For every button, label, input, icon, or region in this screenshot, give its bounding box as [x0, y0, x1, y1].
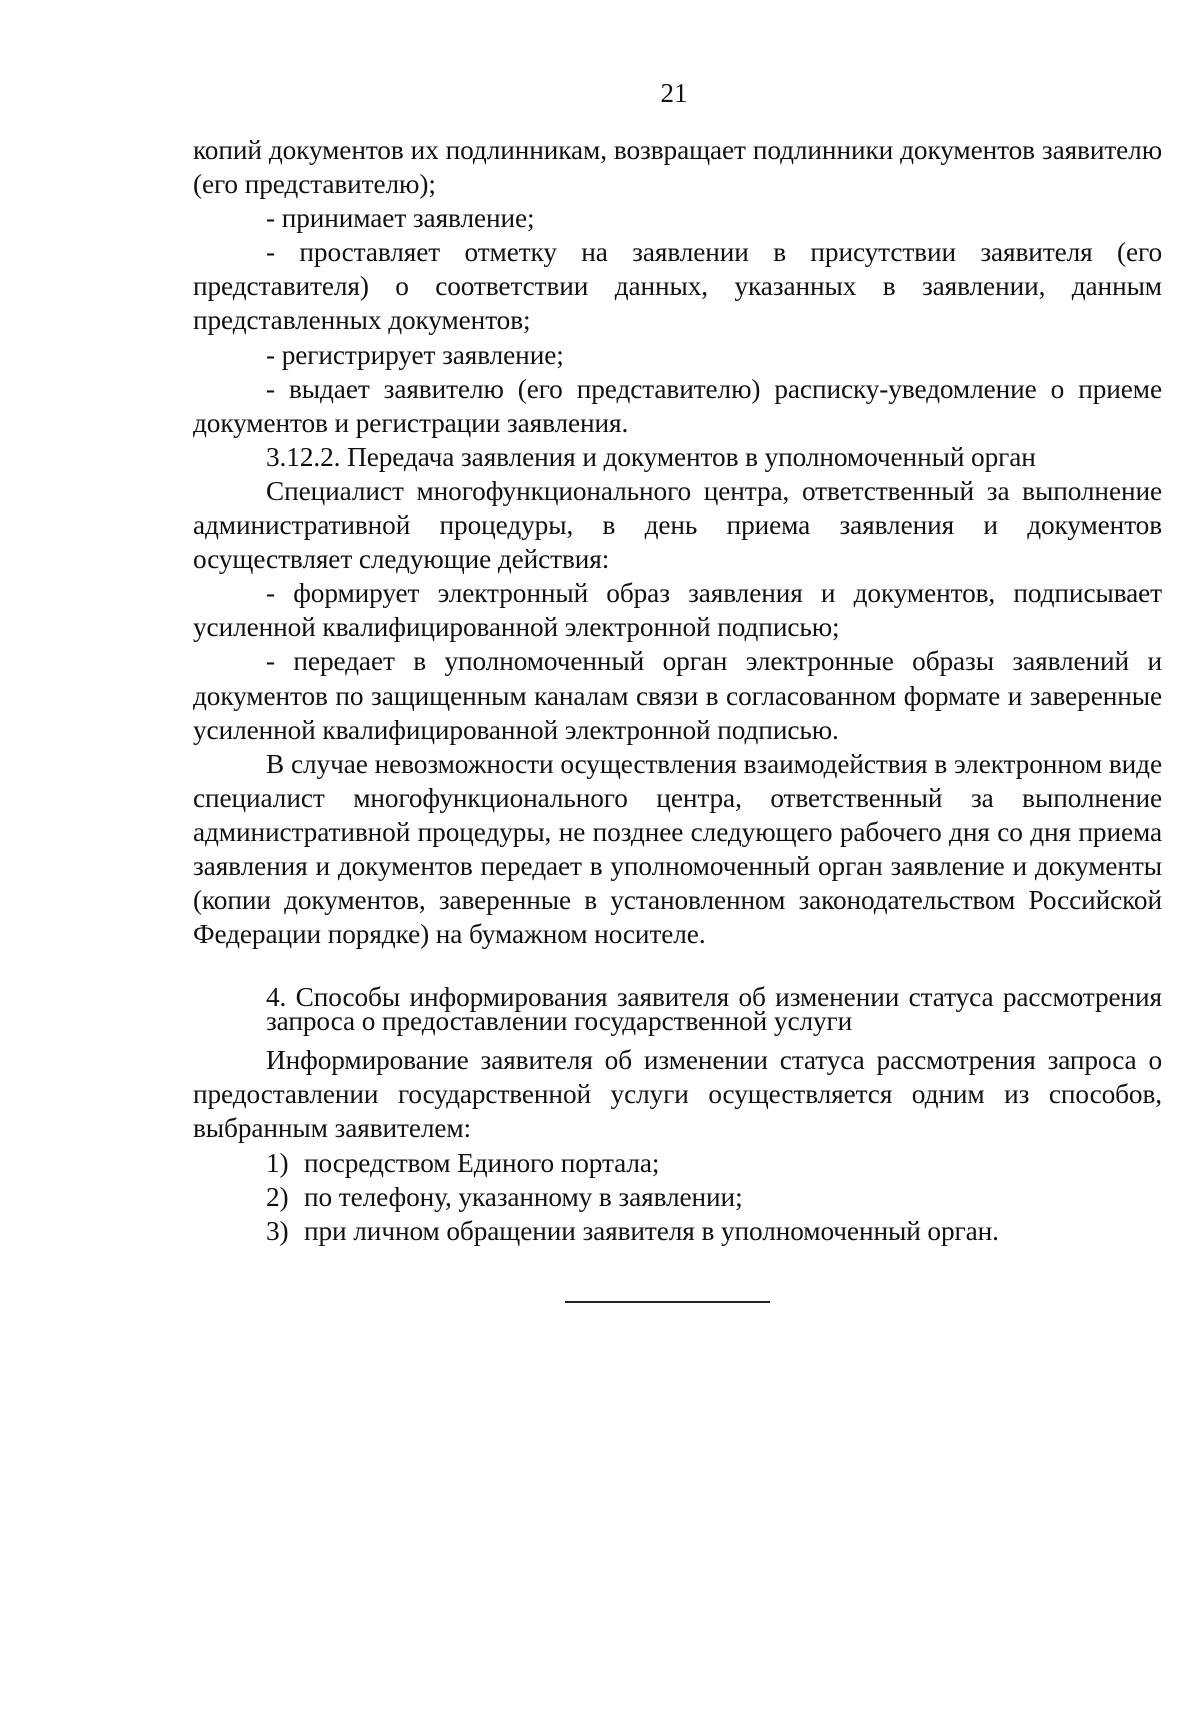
list-number: 2): [266, 1181, 289, 1212]
list-item: [193, 1180, 1162, 1214]
list-item-accept-application: - принимает заявление;: [266, 203, 535, 234]
end-of-text-rule: [565, 1301, 770, 1303]
section-heading: 4. Способы информирования заявителя об изменении статуса рассмотрения запроса о предоставлении государственной услуги: [266, 982, 1162, 1037]
page-number: 21: [660, 78, 688, 108]
list-item-issue-receipt: - выдает заявителю (его представителю) расписку-уведомление о приеме документов и регистрации заявления.: [193, 373, 1162, 438]
list-item-mark-application: - проставляет отметку на заявлении в присутствии заявителя (его представителя) о соответствии данных, указанных в заявлении, данным представленных документов;: [193, 237, 1162, 336]
section-spacer: [193, 951, 1162, 985]
list-item: [193, 1146, 1162, 1180]
list-text: по телефону, указанному в заявлении;: [304, 1181, 743, 1212]
list-item-form-electronic-image: - формирует электронный образ заявления и документов, подписывает усиленной квалифицированной электронной подписью;: [193, 578, 1162, 643]
paragraph-continuation: копий документов их подлинникам, возвращает подлинники документов заявителю (его представителю);: [193, 135, 1162, 200]
list-text: при личном обращении заявителя в уполномоченный орган.: [304, 1215, 999, 1246]
list-number: 3): [266, 1215, 289, 1246]
section-intro: Информирование заявителя об изменении статуса рассмотрения запроса о предоставлении государственной услуги осуществляется одним из способов, выбранным заявителем:: [193, 1045, 1162, 1144]
paragraph-paper-transfer: В случае невозможности осуществления взаимодействия в электронном виде специалист многофункционального центра, ответственный за выполнение административной процедуры, не позднее следующего рабочего дня со дня приема заявления и документов передает в уполномоченный орган заявление и документы (копии документов, заверенные в установленном законодательством Российской Федерации порядке) на бумажном носителе.: [193, 748, 1162, 950]
list-item-register-application: - регистрирует заявление;: [266, 339, 564, 370]
list-text: посредством Единого портала;: [304, 1147, 660, 1178]
list-item-transfer-electronic: - передает в уполномоченный орган электронные образы заявлений и документов по защищенным каналам связи в согласованном формате и заверенные усиленной квалифицированной электронной подписью.: [193, 646, 1162, 745]
list-number: 1): [266, 1147, 289, 1178]
subsection-title: 3.12.2. Передача заявления и документов в уполномоченный орган: [266, 441, 1036, 472]
document-body: [193, 133, 1162, 1248]
list-item: [193, 1214, 1162, 1248]
paragraph-specialist-actions: Специалист многофункционального центра, ответственный за выполнение административной процедуры, в день приема заявления и документов осуществляет следующие действия:: [193, 475, 1162, 575]
